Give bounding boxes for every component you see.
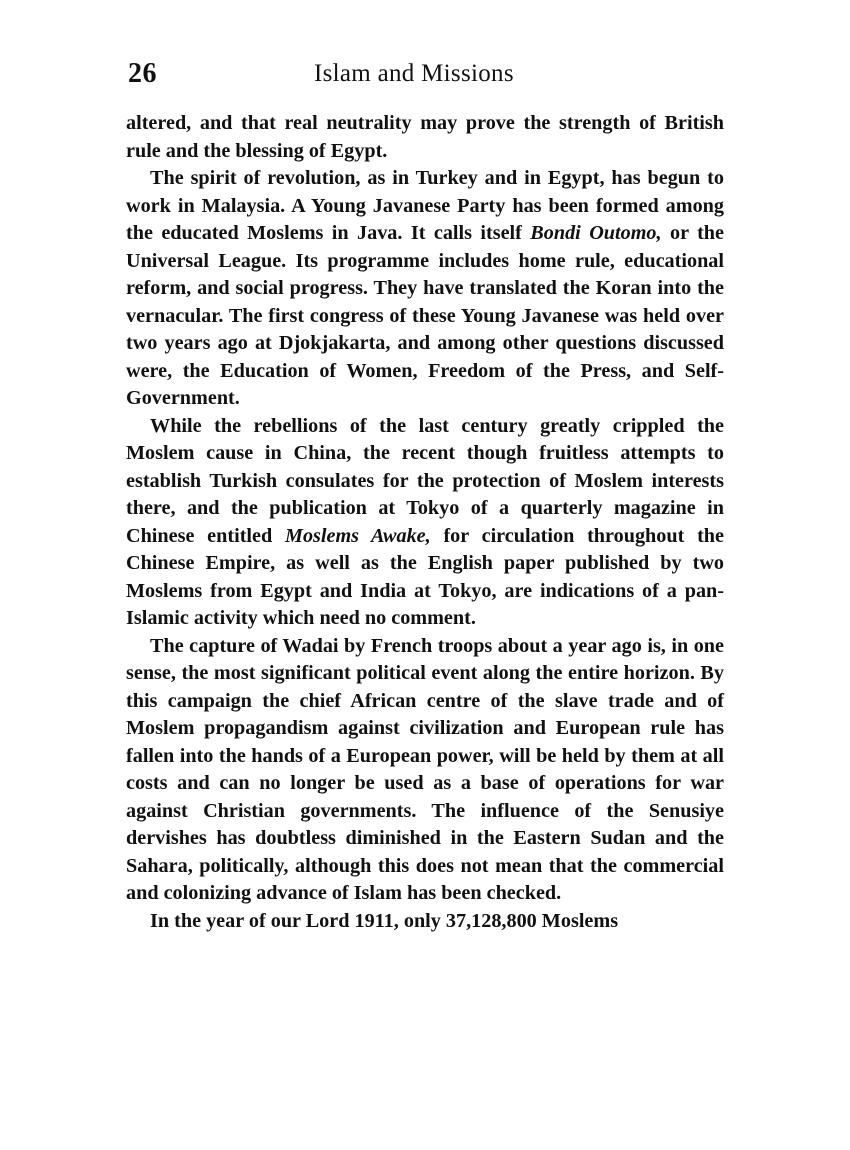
text-run: The capture of Wadai by French troops about a year ago is, in one sense, the most significant political event along the entire horizon. By this campaign the chief African centre of the slave trade and of Moslem propagandism against civilization and European rule has fallen into the hands of a European power, will be held by them at all costs and can no longer be used as a base of operations for war against Christian governments. The influence of the Senusiye dervishes has doubtless diminished in the Eastern Sudan and the Sahara, politically, although this does not mean that the commercial and colonizing advance of Islam has been checked.: [126, 634, 724, 904]
text-run: altered, and that real neutrality may prove the strength of British rule and the blessing of Egypt.: [126, 112, 724, 162]
paragraph: [126, 413, 724, 633]
paragraph: [126, 110, 724, 165]
italic-run: Moslems Awake,: [285, 524, 431, 547]
body-text: [126, 110, 724, 935]
book-page: [126, 58, 724, 935]
page-header: [126, 58, 724, 98]
italic-run: Bondi Outomo,: [530, 222, 662, 244]
running-title: Islam and Missions: [314, 60, 514, 87]
text-run: The spirit of revolution, as in Turkey and in Egypt, has begun to work in Malaysia. A Young Javanese Party has been formed among the educated Moslems in Java. It calls itself: [126, 167, 724, 244]
text-run: In the year of our Lord 1911, only 37,128,800 Moslems: [150, 909, 619, 932]
paragraph: [126, 165, 724, 413]
text-run: or the Universal League. Its programme includes home rule, educational reform, and social progress. They have translated the Koran into the vernacular. The first congress of these Young Javanese was held over two years ago at Djokjakarta, and among other questions discussed were, the Education of Women, Freedom of the Press, and Self-Government.: [126, 222, 724, 409]
paragraph: [126, 908, 724, 936]
page-number: 26: [128, 58, 157, 89]
paragraph: [126, 633, 724, 908]
text-run: for circulation throughout the Chinese Empire, as well as the English paper published by two Moslems from Egypt and India at Tokyo, are indications of a pan-Islamic activity which need no comment.: [126, 524, 724, 629]
text-run: While the rebellions of the last century greatly crippled the Moslem cause in China, the recent though fruitless attempts to establish Turkish consulates for the protection of Moslem interests there, and the publication at Tokyo of a quarterly magazine in Chinese entitled: [126, 414, 724, 547]
